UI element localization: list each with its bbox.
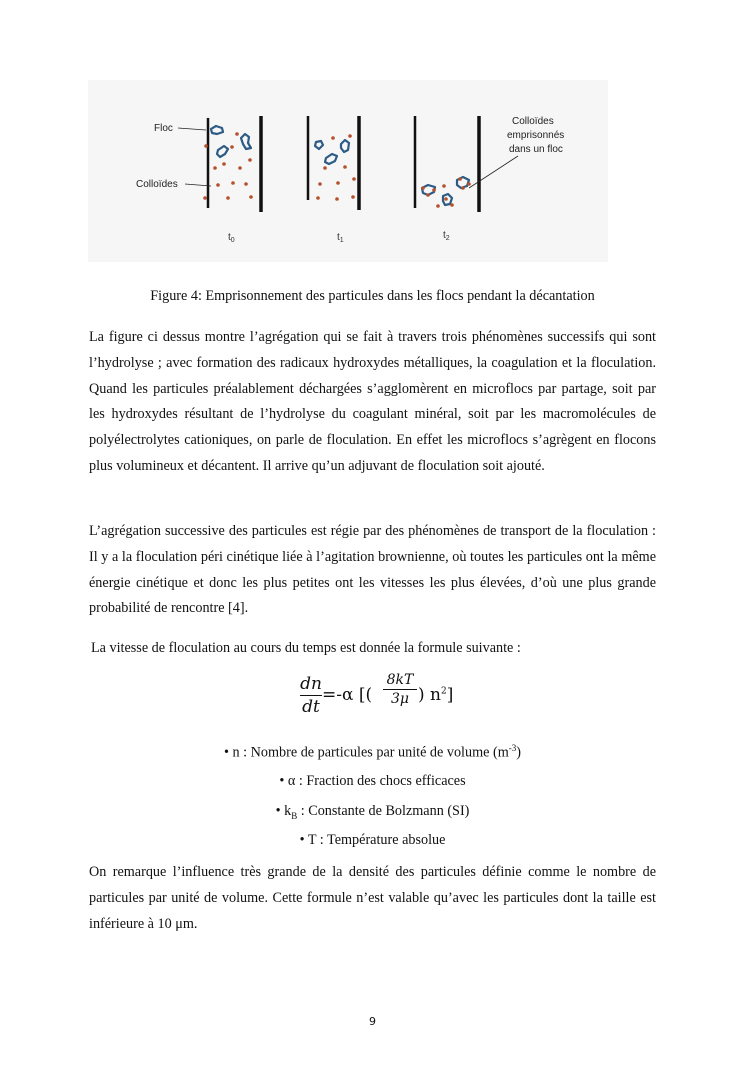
floc-t1-a [315,141,323,149]
particle [316,196,320,200]
particle [331,136,335,140]
particle [230,145,234,149]
floc-t1-c [341,140,349,152]
particle [352,177,356,181]
particle [231,181,235,185]
floc-t0-c [241,134,251,149]
particle [235,132,239,136]
particle [450,203,454,207]
floc-t1-b [325,154,337,164]
bullet-alpha: • α : Fraction des chocs efficaces [279,773,466,789]
particle [318,182,322,186]
flocculation-diagram [88,80,608,262]
particle [426,193,430,197]
particle [336,181,340,185]
formula-inner-denominator: 3μ [390,691,409,707]
particle [238,166,242,170]
pointer-floc [178,128,206,130]
pointer-annotation [469,156,518,188]
paragraph-2: L’agrégation successive des particules est régie par des phénomènes de transport de la floculation : Il y a la floculation péri cinétique liée à l’agitation brownienne, où toutes les particules ont la même énergie cinétique et donc les plus petites ont les vitesses les plus élevées, d’où une plus grande probabilité de rencontre [4]. [89,523,656,617]
label-floc: Floc [154,123,173,134]
formula-tail: ) $n^2$] [418,685,454,705]
formula-middle: =-α [( [322,685,373,705]
particle [442,184,446,188]
particle [432,188,436,192]
formula-lhs-numerator: dn [300,674,322,694]
particle [203,196,207,200]
label-t0: $t_0$ [228,232,235,244]
annotation-line1: Colloïdes [512,116,554,127]
paragraph-4: On remarque l’influence très grande de la densité des particules définie comme le nombre de particules par unité de volume. Cette formule n’est valable qu’avec les particules dont la taille est inférieure à 10 μm. [89,864,656,932]
bullet-n: • n : Nombre de particules par unité de volume $(m^{-3})$ [224,743,521,761]
fraction-dn-dt [300,674,322,717]
particle [226,196,230,200]
floc-t0-a [211,126,223,134]
figure-caption: Figure 4: Emprisonnement des particules dans les flocs pendant la décantation [150,288,595,304]
particle [421,186,425,190]
particle [222,162,226,166]
particle [244,182,248,186]
flocculation-figure [88,80,608,262]
page-number: 9 [369,1015,376,1028]
bullet-kb: • $k_B$ : Constante de Bolzmann (SI) [275,803,470,821]
paragraph-1: La figure ci dessus montre l’agrégation qui se fait à travers trois phénomènes successifs qui sont l’hydrolyse ; avec formation des radicaux hydroxydes métalliques, la coagulation et la floculation. Quand les particules préalablement déchargées s’agglomèrent en microflocs par partage, soit par les hydroxydes résultant de l’hydrolyse du coagulant minéral, soit par les macromolécules de polyélectrolytes cationiques, on parle de floculation. En effet les microflocs s’agrègent en flocons plus volumineux et décantent. Il arrive qu’un adjuvant de floculation soit ajouté. [89,329,656,474]
formula-lhs-denominator: dt [302,697,320,717]
bullet-t: • T : Température absolue [299,832,446,848]
particle [249,195,253,199]
particle [343,165,347,169]
particle [323,166,327,170]
particle [458,177,462,181]
paragraph-3: La vitesse de floculation au cours du temps est donnée la formule suivante : [91,640,521,656]
flocs [211,126,469,205]
formula-inner-numerator: 8kT [386,672,414,688]
label-colloides: Colloïdes [136,179,178,190]
particle [216,183,220,187]
fraction-8kt-3mu [383,672,417,707]
particle [204,144,208,148]
annotation-line2: emprisonnés [507,130,565,141]
floc-t0-b [217,146,228,157]
particle [351,195,355,199]
particle [461,186,465,190]
particle [348,134,352,138]
particle [213,166,217,170]
particle [436,204,440,208]
label-t1: $t_1$ [337,232,344,244]
label-t2: $t_2$ [443,230,450,242]
particle [335,197,339,201]
particle [444,197,448,201]
annotation-line3: dans un floc [509,144,563,155]
particle [467,182,471,186]
particle [248,158,252,162]
